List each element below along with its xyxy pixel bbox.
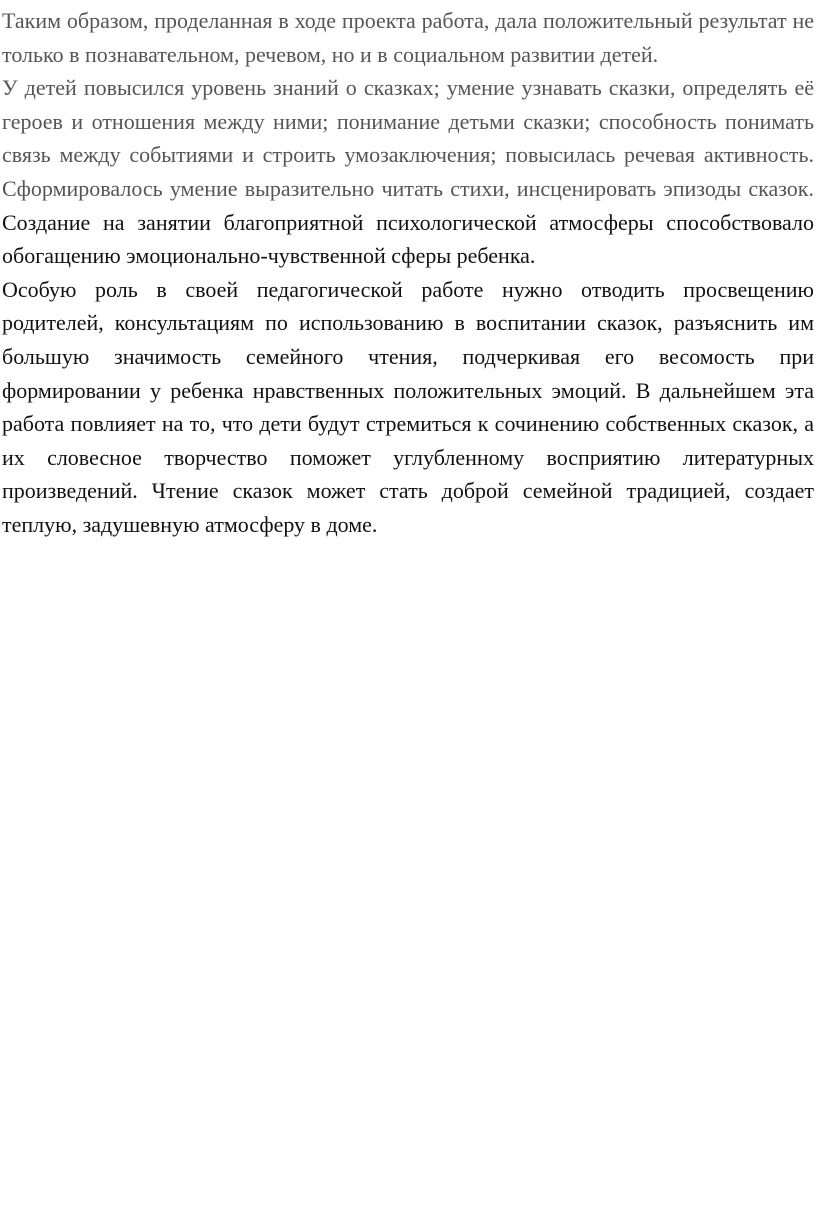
paragraph-conclusion: Таким образом, проделанная в ходе проекта работа, дала положительный результат не только в познавательном, речевом, но и в социальном развитии детей. — [2, 8, 814, 67]
paragraph-parents-role: Особую роль в своей педагогической работе нужно отводить просвещению родителей, консультациям по использованию в воспитании сказок, разъяснить им большую значимость семейного чтения, подчеркивая его весомость при формировании у ребенка нравственных положительных эмоций. В дальнейшем эта работа повлияет на то, что дети будут стремиться к сочинению собственных сказок, а их словесное творчество поможет углубленному восприятию литературных произведений. Чтение сказок может стать доброй семейной традицией, создает теплую, задушевную атмосферу в доме. — [2, 276, 814, 537]
paragraph-results — [2, 71, 814, 273]
paragraph-results-atmosphere: Создание на занятии благоприятной психологической атмосферы способствовало обогащению эмоционально-чувственной сферы ребенка. — [2, 209, 814, 269]
paragraph-results-main: У детей повысился уровень знаний о сказках; умение узнавать сказки, определять её героев и отношения между ними; понимание детьми сказки; способность понимать связь между событиями и строить умозаключения; повысилась речевая активность. Сформировалось умение выразительно читать стихи, инсценировать эпизоды сказок. — [2, 75, 814, 201]
